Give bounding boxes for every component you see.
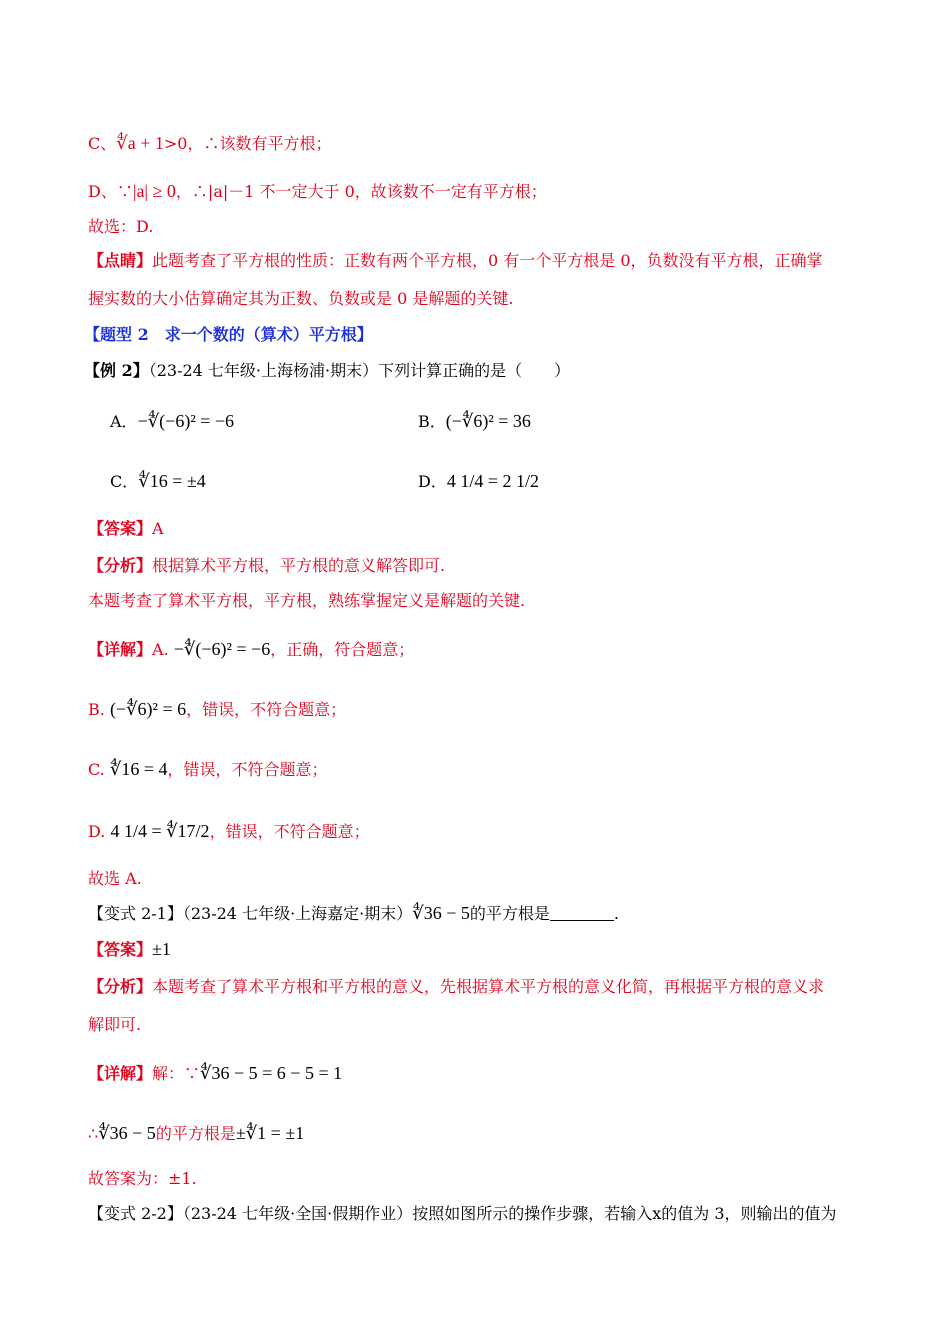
option-c (110, 470, 206, 493)
variant-2-1-question: 【变式 2-1】（23-24 七年级·上海嘉定·期末）∜36 − 5的平方根是 . (88, 903, 619, 923)
option-b (418, 410, 531, 433)
variant-1-expr: ∜36 − 5 (412, 903, 470, 923)
line-c-expr: ∜a + 1 (116, 133, 164, 153)
variant-1-analysis-1 (88, 976, 824, 998)
option-c-expr: ∜16 = ±4 (138, 471, 206, 491)
detail-d-expr: 4 1/4 = ∜17/2 (110, 821, 210, 841)
variant-1-source: （23-24 七年级·上海嘉定·期末） (182, 904, 413, 923)
choose-d: 故选：D. (88, 217, 154, 236)
option-a-expr: −∜(−6)² = −6 (137, 411, 235, 431)
line-d-expr: |a| ≥ 0 (132, 181, 176, 201)
variant-1-question: 的平方根是 (469, 904, 550, 923)
option-d-label: D． (418, 472, 447, 491)
solution-line-d (88, 180, 547, 203)
analysis-line-2: 本题考查了算术平方根，平方根，熟练掌握定义是解题的关键. (88, 591, 526, 610)
option-d-expr: 4 1/4 = 2 1/2 (446, 471, 539, 491)
dianjing-tag: 【点睛】 (88, 251, 153, 270)
variant-1-detail-expr: ∜36 − 5 = 6 − 5 = 1 (200, 1063, 343, 1083)
analysis-text: 根据算术平方根，平方根的意义解答即可. (152, 556, 446, 575)
detail-b-label: B. (88, 700, 105, 719)
section-title: 【题型 2 求一个数的（算术）平方根】 (84, 325, 373, 344)
variant-1-tag: 【变式 2-1】 (88, 904, 183, 923)
detail-d-label: D. (88, 822, 106, 841)
example-question: 下列计算正确的是（ ） (378, 361, 571, 380)
line-d-label: D、∵ (88, 182, 133, 201)
variant-2-2-question (88, 1203, 837, 1225)
option-b-label: B． (418, 412, 446, 431)
variant-1-detail-2-expr: ∜36 − 5 (98, 1123, 156, 1143)
answer-blank (550, 904, 614, 921)
dianjing-line-2: 握实数的大小估算确定其为正数、负数或是 0 是解题的关键. (88, 289, 514, 308)
variant-1-analysis-tag: 【分析】 (88, 977, 153, 996)
detail-b (88, 698, 346, 721)
detail-a-label: A. (152, 640, 169, 659)
variant-2-tag: 【变式 2-2】 (88, 1204, 183, 1223)
detail-a (88, 638, 414, 661)
detail-tag: 【详解】 (88, 640, 153, 659)
variant-1-detail-1 (88, 1062, 342, 1085)
variant-1-detail-tag: 【详解】 (88, 1064, 153, 1083)
variant-1-conclusion: 故答案为：±1. (88, 1169, 197, 1188)
detail-c-expr: ∜16 = 4 (109, 759, 168, 779)
variant-2-source: （23-24 七年级·全国·假期作业） (182, 1204, 413, 1223)
option-d (418, 470, 539, 493)
example-source: （23-24 七年级·上海杨浦·期末） (148, 361, 379, 380)
option-c-label: C． (110, 472, 139, 491)
variant-1-detail-2-result: ±∜1 = ±1 (235, 1123, 305, 1143)
variant-1-analysis-2: 解即可. (88, 1015, 142, 1034)
variant-1-answer-tag: 【答案】 (88, 940, 153, 959)
line-d-text: ，∴|a|－1 不一定大于 0，故该数不一定有平方根； (175, 182, 547, 201)
analysis-tag: 【分析】 (88, 556, 153, 575)
detail-d (88, 820, 370, 843)
variant-1-answer-value: ±1 (152, 939, 171, 959)
variant-1-answer (88, 938, 171, 961)
dianjing-text-1: 此题考查了平方根的性质：正数有两个平方根，0 有一个平方根是 0，负数没有平方根，正确掌 (152, 251, 823, 270)
detail-a-note: ，正确，符合题意； (270, 640, 415, 659)
detail-c-note: ，错误，不符合题意； (167, 760, 328, 779)
line-c-text: >0，∴该数有平方根； (163, 134, 332, 153)
variant-2-question: 按照如图所示的操作步骤，若输入x的值为 3，则输出的值为 (412, 1204, 837, 1223)
dianjing-line-1 (88, 250, 823, 272)
detail-c (88, 758, 328, 781)
example-tag: 【例 2】 (84, 361, 149, 380)
detail-c-label: C. (88, 760, 105, 779)
line-c-label: C、 (88, 134, 117, 153)
detail-b-note: ，错误，不符合题意； (186, 700, 347, 719)
option-a (110, 410, 234, 433)
option-b-expr: (−∜6)² = 36 (445, 411, 531, 431)
answer-value: A (152, 519, 164, 538)
solution-line-c (88, 132, 331, 155)
analysis-line (88, 555, 445, 577)
example-conclusion: 故选 A. (88, 869, 142, 888)
variant-1-analysis-text-1: 本题考查了算术平方根和平方根的意义，先根据算术平方根的意义化简，再根据平方根的意义求 (152, 977, 825, 996)
detail-d-note: ，错误，不符合题意； (209, 822, 370, 841)
variant-1-detail-2-prefix: ∴ (88, 1124, 99, 1143)
variant-1-detail-2-mid: 的平方根是 (155, 1124, 236, 1143)
answer-line (88, 518, 164, 540)
example-2-question (84, 360, 570, 382)
detail-a-expr: −∜(−6)² = −6 (173, 639, 271, 659)
variant-1-detail-prefix: 解：∵ (152, 1064, 201, 1083)
answer-tag: 【答案】 (88, 519, 153, 538)
variant-1-detail-2 (88, 1122, 304, 1145)
option-a-label: A． (110, 412, 138, 431)
detail-b-expr: (−∜6)² = 6 (109, 699, 187, 719)
